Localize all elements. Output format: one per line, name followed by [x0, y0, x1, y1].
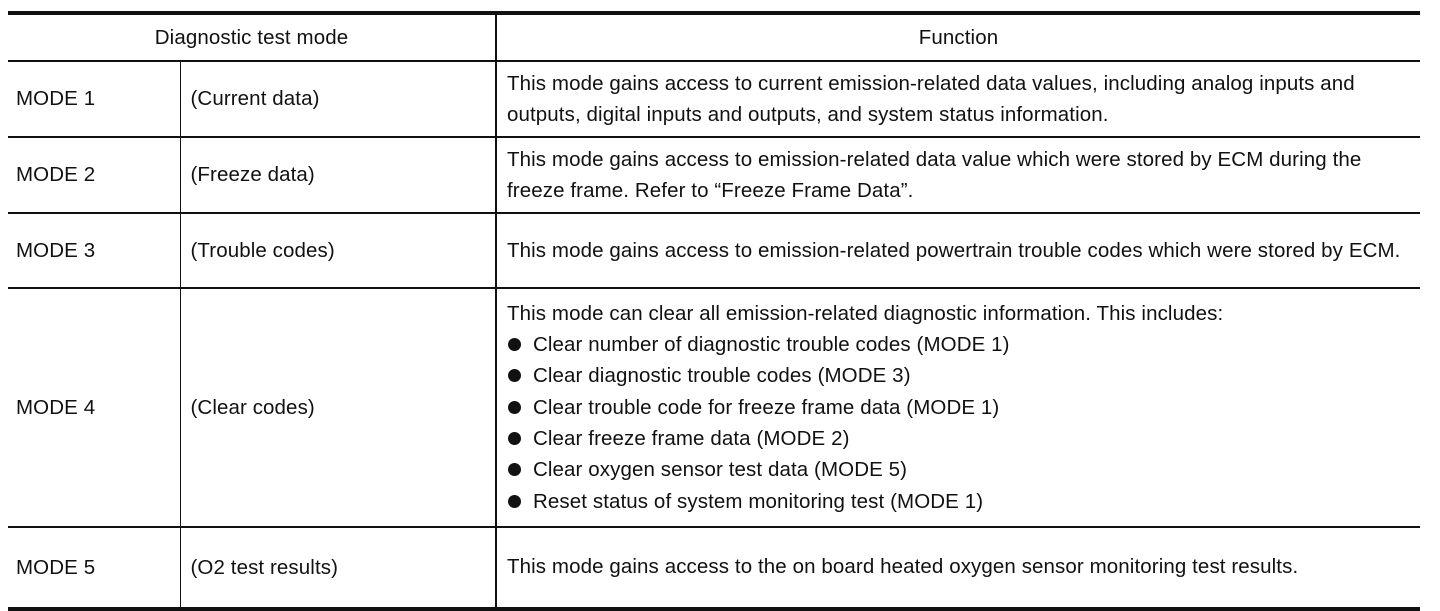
list-item: [507, 392, 1410, 423]
mode-description-cell: (Freeze data): [180, 137, 496, 213]
list-item: [507, 423, 1410, 454]
table-row: [8, 527, 1420, 609]
function-cell: This mode gains access to emission-related powertrain trouble codes which were stored by ECM.: [496, 213, 1420, 288]
bullet-icon: [508, 369, 521, 382]
list-item: [507, 360, 1410, 391]
clear-items-list: [507, 329, 1410, 517]
table-header-row: [8, 13, 1420, 61]
header-function: Function: [496, 13, 1420, 61]
function-intro-text: This mode can clear all emission-related diagnostic information. This includes:: [507, 301, 1224, 325]
mode-description-cell: (Trouble codes): [180, 213, 496, 288]
list-item-text: Reset status of system monitoring test (MODE 1): [533, 489, 984, 513]
diagnostic-mode-table: [8, 11, 1420, 611]
list-item: [507, 329, 1410, 360]
function-cell: This mode gains access to the on board heated oxygen sensor monitoring test results.: [507, 555, 1299, 578]
list-item-text: Clear trouble code for freeze frame data (MODE 1): [533, 395, 1000, 419]
function-cell: This mode gains access to current emission-related data values, including analog inputs and outputs, digital inputs and outputs, and system status information.: [496, 61, 1420, 137]
mode-cell: MODE 3: [8, 213, 180, 288]
mode-description-cell: (Clear codes): [180, 288, 496, 527]
table-row: [8, 213, 1420, 288]
mode-cell: MODE 1: [8, 61, 180, 137]
bullet-icon: [508, 463, 521, 476]
list-item: [507, 486, 1410, 517]
function-cell: [496, 288, 1420, 527]
list-item-text: Clear number of diagnostic trouble codes (MODE 1): [533, 332, 1010, 356]
list-item-text: Clear freeze frame data (MODE 2): [533, 427, 850, 450]
mode-description-cell: (Current data): [180, 61, 496, 137]
bullet-icon: [508, 401, 521, 414]
bullet-icon: [508, 495, 521, 508]
table-row: [8, 288, 1420, 527]
mode-cell: MODE 4: [8, 288, 180, 527]
list-item-text: Clear diagnostic trouble codes (MODE 3): [533, 364, 911, 388]
header-diagnostic-test-mode: Diagnostic test mode: [8, 13, 496, 61]
list-item-text: Clear oxygen sensor test data (MODE 5): [533, 458, 908, 482]
mode-cell: MODE 5: [8, 527, 180, 609]
table-row: [8, 137, 1420, 213]
bullet-icon: [508, 432, 521, 445]
table-row: [8, 61, 1420, 137]
function-cell: This mode gains access to emission-related data value which were stored by ECM during the freeze frame. Refer to “Freeze Frame Data”.: [496, 137, 1420, 213]
mode-description-cell: (O2 test results): [180, 527, 496, 609]
mode-cell: MODE 2: [8, 137, 180, 213]
bullet-icon: [508, 338, 521, 351]
list-item: [507, 454, 1410, 485]
